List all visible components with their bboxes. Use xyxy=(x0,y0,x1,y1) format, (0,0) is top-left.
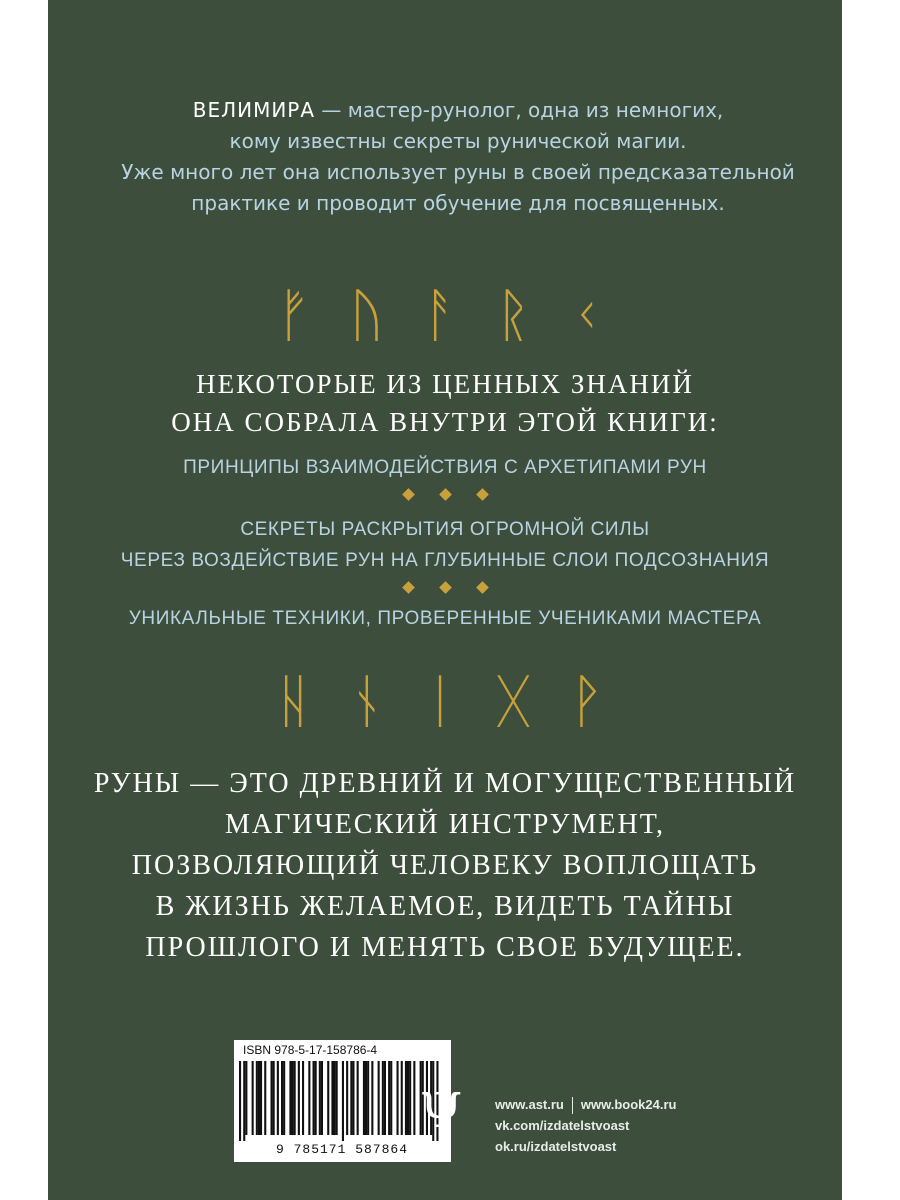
isbn-barcode xyxy=(234,1040,451,1162)
diamond-icon xyxy=(476,581,489,594)
author-line-2: кому известны секреты рунической магии. xyxy=(229,129,687,153)
topic-1-line-1: ПРИНЦИПЫ ВЗАИМОДЕЙСТВИЯ С АРХЕТИПАМИ РУН xyxy=(183,457,707,478)
wunjo-rune-icon: ᚹ xyxy=(569,667,614,735)
ansuz-rune-icon: ᚨ xyxy=(422,281,468,349)
link-vk[interactable]: vk.com/izdatelstvoast xyxy=(495,1118,630,1133)
fehu-rune-icon: ᚠ xyxy=(276,281,321,349)
hagalaz-rune-icon: ᚺ xyxy=(276,667,321,735)
lead-line-5: ПРОШЛОГО И МЕНЯТЬ СВОЕ БУДУЩЕЕ. xyxy=(145,932,745,963)
lead-line-1: РУНЫ — ЭТО ДРЕВНИЙ И МОГУЩЕСТВЕННЫЙ xyxy=(93,768,797,799)
topic-2 xyxy=(48,514,842,576)
link-ok[interactable]: ok.ru/izdatelstvoast xyxy=(495,1139,617,1154)
author-line-1: — мастер-рунолог, одна из немногих, xyxy=(315,98,724,122)
publisher-links xyxy=(495,1094,676,1157)
link-ast[interactable]: www.ast.ru xyxy=(495,1097,564,1112)
link-separator xyxy=(572,1097,573,1114)
topic-2-line-2: ЧЕРЕЗ ВОЗДЕЙСТВИЕ РУН НА ГЛУБИННЫЕ СЛОИ ПОДСОЗНАНИЯ xyxy=(120,550,770,571)
lead-line-3: ПОЗВОЛЯЮЩИЙ ЧЕЛОВЕКУ ВОПЛОЩАТЬ xyxy=(131,850,759,881)
gebo-rune-icon: ᚷ xyxy=(495,667,541,735)
diamond-divider-2 xyxy=(48,582,842,594)
naudiz-rune-icon: ᚾ xyxy=(349,667,395,735)
publisher-logo-icon: Ψ xyxy=(420,1083,463,1139)
book-back-cover xyxy=(48,0,842,1200)
diamond-icon xyxy=(439,581,452,594)
kaunan-rune-icon: ᚲ xyxy=(569,281,614,349)
link-book24[interactable]: www.book24.ru xyxy=(580,1097,677,1112)
topic-3-line-1: УНИКАЛЬНЫЕ ТЕХНИКИ, ПРОВЕРЕННЫЕ УЧЕНИКАМИ МАСТЕРА xyxy=(128,608,762,629)
isbn-number: ISBN 978-5-17-158786-4 xyxy=(243,1043,378,1057)
contents-heading xyxy=(48,365,842,441)
diamond-divider-1 xyxy=(48,489,842,501)
rune-row-middle xyxy=(48,666,842,736)
barcode-bars xyxy=(239,1061,445,1141)
diamond-icon xyxy=(476,488,489,501)
lead-line-4: В ЖИЗНЬ ЖЕЛАЕМОЕ, ВИДЕТЬ ТАЙНЫ xyxy=(155,891,735,922)
topic-2-line-1: СЕКРЕТЫ РАСКРЫТИЯ ОГРОМНОЙ СИЛЫ xyxy=(240,519,650,540)
heading-line-1: НЕКОТОРЫЕ ИЗ ЦЕННЫХ ЗНАНИЙ xyxy=(196,369,694,399)
diamond-icon xyxy=(439,488,452,501)
topic-1 xyxy=(48,452,842,483)
rune-row-top xyxy=(48,280,842,350)
raidho-rune-icon: ᚱ xyxy=(495,281,541,349)
uruz-rune-icon: ᚢ xyxy=(349,281,395,349)
isa-rune-icon: ᛁ xyxy=(422,667,468,735)
author-description xyxy=(118,95,798,219)
lead-line-2: МАГИЧЕСКИЙ ИНСТРУМЕНТ, xyxy=(224,809,666,840)
topic-3 xyxy=(48,603,842,634)
lead-paragraph xyxy=(48,763,842,968)
barcode-digits: 9 785171 587864 xyxy=(275,1142,409,1157)
author-line-3: Уже много лет она использует руны в своей предсказательной xyxy=(121,160,795,184)
diamond-icon xyxy=(402,488,415,501)
diamond-icon xyxy=(402,581,415,594)
heading-line-2: ОНА СОБРАЛА ВНУТРИ ЭТОЙ КНИГИ: xyxy=(171,407,719,437)
author-name: ВЕЛИМИРА xyxy=(192,98,316,122)
author-line-4: практике и проводит обучение для посвященных. xyxy=(191,191,725,215)
